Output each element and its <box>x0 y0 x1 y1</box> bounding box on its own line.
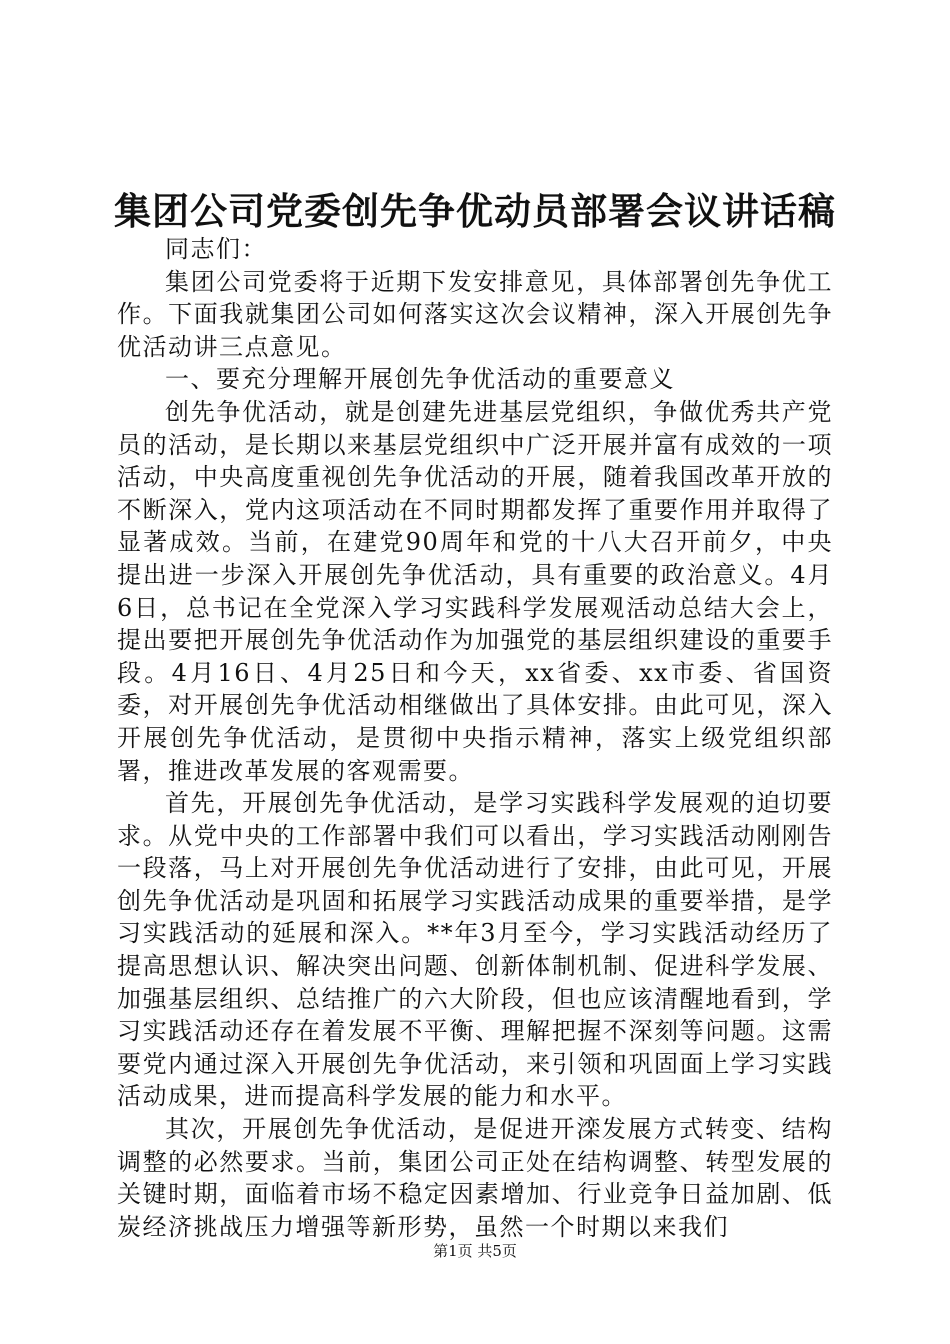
body-paragraph: 其次，开展创先争优活动，是促进开滦发展方式转变、结构调整的必然要求。当前，集团公司正处在结构调整、转型发展的关键时期，面临着市场不稳定因素增加、行业竞争日益加剧、低炭经济挑战压力增强等新形势，虽然一个时期以来我们 <box>117 1115 833 1241</box>
salutation-paragraph: 同志们： <box>165 235 267 263</box>
page-number-footer: 第1页 共5页 <box>433 1242 517 1260</box>
section-heading: 一、要充分理解开展创先争优活动的重要意义 <box>165 365 675 394</box>
intro-paragraph: 集团公司党委将于近期下发安排意见，具体部署创先争优工作。下面我就集团公司如何落实这次会议精神，深入开展创先争优活动讲三点意见。 <box>117 267 833 361</box>
body-paragraph: 创先争优活动，就是创建先进基层党组织，争做优秀共产党员的活动，是长期以来基层党组织中广泛开展并富有成效的一项活动，中央高度重视创先争优活动的开展，随着我国改革开放的不断深入，党内这项活动在不同时期都发挥了重要作用并取得了显著成效。当前，在建党90周年和党的十八大召开前夕，中央提出进一步深入开展创先争优活动，具有重要的政治意义。4月6日，总书记在全党深入学习实践科学发展观活动总结大会上，提出要把开展创先争优活动作为加强党的基层组织建设的重要手段。4月16日、4月25日和今天，xx省委、xx市委、省国资委，对开展创先争优活动相继做出了具体安排。由此可见，深入开展创先争优活动，是贯彻中央指示精神，落实上级党组织部署，推进改革发展的客观需要。 <box>117 397 833 785</box>
document-body <box>117 233 833 1243</box>
body-paragraph: 首先，开展创先争优活动，是学习实践科学发展观的迫切要求。从党中央的工作部署中我们可以看出，学习实践活动刚刚告一段落，马上对开展创先争优活动进行了安排，由此可见，开展创先争优活动是巩固和拓展学习实践活动成果的重要举措，是学习实践活动的延展和深入。**年3月至今，学习实践活动经历了提高思想认识、解决突出问题、创新体制机制、促进科学发展、加强基层组织、总结推广的六大阶段，但也应该清醒地看到，学习实践活动还存在着发展不平衡、理解把握不深刻等问题。这需要党内通过深入开展创先争优活动，来引领和巩固面上学习实践活动成果，进而提高科学发展的能力和水平。 <box>117 789 833 1111</box>
document-title: 集团公司党委创先争优动员部署会议讲话稿 <box>114 189 836 233</box>
